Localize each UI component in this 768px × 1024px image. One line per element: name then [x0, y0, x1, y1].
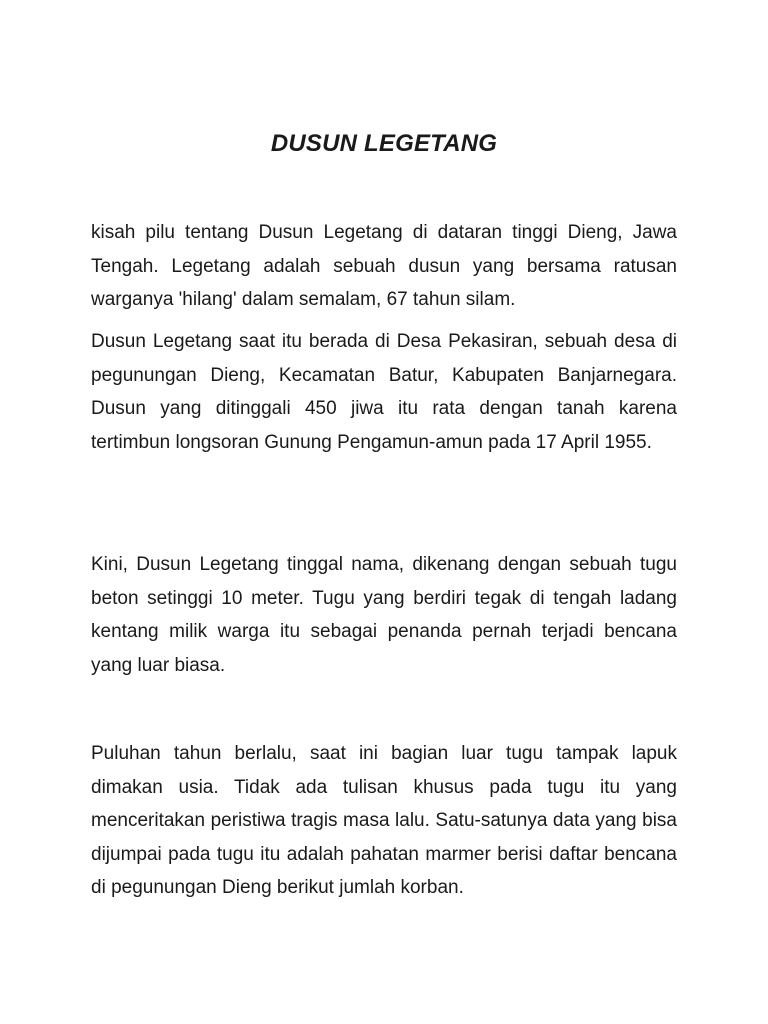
- paragraph-present-day: Puluhan tahun berlalu, saat ini bagian luar tugu tampak lapuk dimakan usia. Tidak ada tulisan khusus pada tugu itu yang menceritakan peristiwa tragis masa lalu. Satu-satunya data yang bisa dijumpai pada tugu itu adalah pahatan marmer berisi daftar bencana di pegunungan Dieng berikut jumlah korban.: [91, 743, 677, 898]
- paragraph-location: Dusun Legetang saat itu berada di Desa Pekasiran, sebuah desa di pegunungan Dieng, Kecamatan Batur, Kabupaten Banjarnegara. Dusun yang ditinggali 450 jiwa itu rata dengan tanah karena tertimbun longsoran Gunung Pengamun-amun pada 17 April 1955.: [91, 331, 677, 453]
- paragraph-monument: Kini, Dusun Legetang tinggal nama, dikenang dengan sebuah tugu beton setinggi 10 meter. Tugu yang berdiri tegak di tengah ladang kentang milik warga itu sebagai penanda pernah terjadi bencana yang luar biasa.: [91, 554, 677, 676]
- document-title: DUSUN LEGETANG: [270, 130, 498, 157]
- paragraph-intro: kisah pilu tentang Dusun Legetang di dataran tinggi Dieng, Jawa Tengah. Legetang adalah sebuah dusun yang bersama ratusan warganya 'hilang' dalam semalam, 67 tahun silam.: [91, 222, 677, 310]
